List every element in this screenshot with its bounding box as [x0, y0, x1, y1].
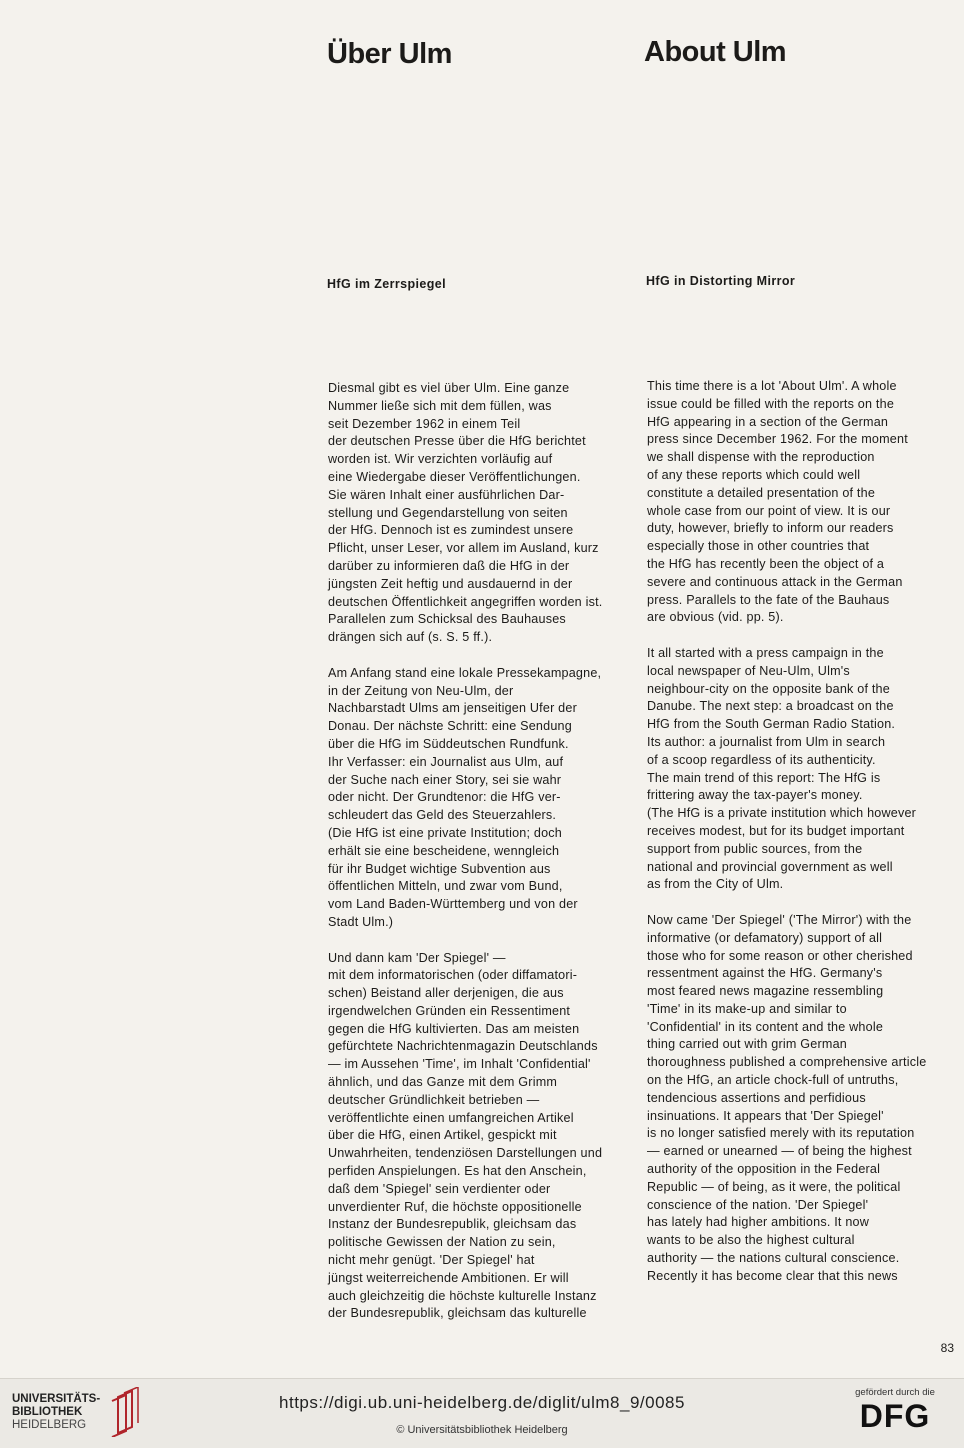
text-line: Nummer ließe sich mit dem füllen, was [328, 398, 552, 413]
text-line: Ihr Verfasser: ein Journalist aus Ulm, auf [328, 754, 564, 769]
text-line: as from the City of Ulm. [647, 877, 784, 892]
text-line: unverdienter Ruf, die höchste oppositionelle [328, 1199, 582, 1214]
text-line: jüngst weiterreichende Ambitionen. Er will [328, 1270, 569, 1285]
text-line: press since December 1962. For the moment [647, 432, 908, 447]
text-line: we shall dispense with the reproduction [647, 450, 875, 465]
text-line: Its author: a journalist from Ulm in search [647, 734, 886, 749]
text-line: Parallelen zum Schicksal des Bauhauses [328, 612, 566, 627]
page-number: 83 [940, 1341, 954, 1355]
text-line: vom Land Baden-Württemberg und von der [328, 897, 578, 912]
paragraph [328, 950, 633, 1324]
text-line: Und dann kam 'Der Spiegel' — [328, 950, 506, 965]
ub-line1: UNIVERSITÄTS- [12, 1393, 101, 1405]
text-line: insinuations. It appears that 'Der Spiegel' [647, 1108, 884, 1123]
text-line: constitute a detailed presentation of the [647, 485, 876, 500]
text-line: Recently it has become clear that this news [647, 1268, 898, 1283]
text-line: über die HfG im Süddeutschen Rundfunk. [328, 736, 569, 751]
text-line: daß dem 'Spiegel' sein verdienter oder [328, 1181, 551, 1196]
text-line: gefürchtete Nachrichtenmagazin Deutschlands [328, 1039, 598, 1054]
text-line: support from public sources, from the [647, 841, 863, 856]
dfg-logo: DFG [859, 1398, 931, 1434]
copyright-notice: © Universitätsbibliothek Heidelberg [396, 1424, 568, 1436]
paragraph [647, 912, 952, 1286]
text-line: nicht mehr genügt. 'Der Spiegel' hat [328, 1253, 535, 1268]
text-line: Republic — of being, as it were, the political [647, 1179, 901, 1194]
text-line: most feared news magazine ressembling [647, 984, 884, 999]
text-line: severe and continuous attack in the German [647, 574, 903, 589]
text-line: — earned or unearned — of being the highest [647, 1144, 912, 1159]
text-line: seit Dezember 1962 in einem Teil [328, 416, 521, 431]
text-line: the HfG has recently been the object of a [647, 556, 885, 571]
ub-line3: HEIDELBERG [12, 1419, 87, 1431]
text-line: mit dem informatorischen (oder diffamatori- [328, 968, 578, 983]
text-line: informative (or defamatory) support of all [647, 930, 883, 945]
text-line: worden ist. Wir verzichten vorläufig auf [328, 452, 553, 467]
text-line: thing carried out with grim German [647, 1037, 847, 1052]
text-line: in der Zeitung von Neu-Ulm, der [328, 683, 514, 698]
text-line: especially those in other countries that [647, 539, 870, 554]
footer-bar [0, 1378, 964, 1448]
text-line: deutscher Gründlichkeit betrieben — [328, 1092, 540, 1107]
text-line: der Suche nach einer Story, sei sie wahr [328, 772, 562, 787]
text-line: erhält sie eine bescheidene, wenngleich [328, 843, 560, 858]
ub-line2: BIBLIOTHEK [12, 1406, 83, 1418]
text-line: gegen die HfG kultivierten. Das am meisten [328, 1021, 580, 1036]
permalink-url[interactable]: https://digi.ub.uni-heidelberg.de/diglit/ulm8_9/0085 [279, 1393, 685, 1412]
text-line: of any these reports which could well [647, 467, 861, 482]
text-line: (Die HfG ist eine private Institution; doch [328, 825, 562, 840]
paragraph [647, 378, 952, 627]
title-english: About Ulm [644, 36, 787, 68]
text-line: — im Aussehen 'Time', im Inhalt 'Confidential' [328, 1057, 591, 1072]
paragraph [647, 645, 952, 894]
text-line: darüber zu informieren daß die HfG in der [328, 558, 570, 573]
text-line: eine Wiedergabe dieser Veröffentlichungen. [328, 469, 581, 484]
text-line: Danube. The next step: a broadcast on the [647, 699, 894, 714]
text-line: der Bundesrepublik, gleichsam das kulturelle [328, 1306, 587, 1321]
text-line: of a scoop regardless of its authenticity. [647, 752, 876, 767]
text-line: receives modest, but for its budget important [647, 823, 905, 838]
text-line: drängen sich auf (s. S. 5 ff.). [328, 630, 493, 645]
text-line: tendencious assertions and perfidious [647, 1090, 866, 1105]
text-line: stellung und Gegendarstellung von seiten [328, 505, 568, 520]
text-line: irgendwelchen Gründen ein Ressentiment [328, 1003, 571, 1018]
title-german: Über Ulm [327, 38, 452, 70]
text-line: über die HfG, einen Artikel, gespickt mit [328, 1128, 557, 1143]
text-line: press. Parallels to the fate of the Bauhaus [647, 592, 890, 607]
text-line: schen) Beistand aller derjenigen, die aus [328, 986, 564, 1001]
text-line: Pflicht, unser Leser, vor allem im Ausland, kurz [328, 541, 599, 556]
text-line: schleudert das Geld des Steuerzahlers. [328, 808, 557, 823]
text-line: 'Confidential' in its content and the whole [647, 1019, 884, 1034]
text-line: those who for some reason or other cherished [647, 948, 913, 963]
text-line: This time there is a lot 'About Ulm'. A whole [647, 379, 897, 393]
text-line: perfiden Anspielungen. Es hat den Anschein, [328, 1164, 587, 1179]
text-line: Unwahrheiten, tendenziösen Darstellungen und [328, 1146, 603, 1161]
text-line: für ihr Budget wichtige Subvention aus [328, 861, 551, 876]
text-line: The main trend of this report: The HfG is [647, 770, 881, 785]
text-line: has lately had higher ambitions. It now [647, 1215, 870, 1230]
text-line: authority — the nations cultural conscience. [647, 1251, 900, 1266]
text-line: thoroughness published a comprehensive article [647, 1055, 927, 1070]
text-line: oder nicht. Der Grundtenor: die HfG ver- [328, 790, 561, 805]
text-line: der HfG. Dennoch ist es zumindest unsere [328, 523, 574, 538]
text-line: Donau. Der nächste Schritt: eine Sendung [328, 719, 572, 734]
text-line: neighbour-city on the opposite bank of the [647, 681, 890, 696]
text-line: Stadt Ulm.) [328, 914, 394, 929]
text-line: veröffentlichte einen umfangreichen Artikel [328, 1110, 574, 1125]
text-line: Now came 'Der Spiegel' ('The Mirror') with the [647, 912, 912, 927]
text-line: Am Anfang stand eine lokale Pressekampagne, [328, 665, 602, 680]
text-line: 'Time' in its make-up and similar to [647, 1001, 847, 1016]
text-line: ressentment against the HfG. Germany's [647, 966, 883, 981]
text-line: authority of the opposition in the Federal [647, 1162, 881, 1177]
text-line: politische Gewissen der Nation zu sein, [328, 1235, 556, 1250]
text-line: Sie wären Inhalt einer ausführlichen Dar- [328, 487, 565, 502]
english-text-column [647, 378, 952, 1303]
text-line: der deutschen Presse über die HfG berichtet [328, 434, 586, 449]
text-line: It all started with a press campaign in the [647, 645, 884, 660]
text-line: wants to be also the highest cultural [647, 1233, 855, 1248]
subtitle-german: HfG im Zerrspiegel [327, 277, 447, 291]
text-line: Instanz der Bundesrepublik, gleichsam das [328, 1217, 577, 1232]
dfg-badge[interactable] [840, 1387, 950, 1434]
paragraph [328, 665, 633, 932]
text-line: ähnlich, und das Ganze mit dem Grimm [328, 1075, 558, 1090]
text-line: auch gleichzeitig die höchste kulturelle Instanz [328, 1288, 597, 1303]
german-text-column [328, 380, 633, 1341]
text-line: duty, however, briefly to inform our readers [647, 521, 894, 536]
text-line: national and provincial government as well [647, 859, 893, 874]
text-line: jüngsten Zeit heftig und ausdauernd in der [328, 576, 573, 591]
text-line: local newspaper of Neu-Ulm, Ulm's [647, 663, 850, 678]
text-line: issue could be filled with the reports on the [647, 396, 895, 411]
paragraph [328, 380, 633, 647]
text-line: Nachbarstadt Ulms am jenseitigen Ufer der [328, 701, 577, 716]
subtitle-english: HfG in Distorting Mirror [646, 274, 796, 288]
text-line: öffentlichen Mitteln, und zwar vom Bund, [328, 879, 563, 894]
text-line: whole case from our point of view. It is our [647, 503, 891, 518]
text-line: HfG from the South German Radio Station. [647, 717, 896, 732]
text-line: are obvious (vid. pp. 5). [647, 610, 784, 625]
text-line: deutschen Öffentlichkeit angegriffen worden ist. [328, 594, 603, 609]
text-line: Diesmal gibt es viel über Ulm. Eine ganze [328, 381, 570, 395]
text-line: HfG appearing in a section of the German [647, 414, 889, 429]
text-line: conscience of the nation. 'Der Spiegel' [647, 1197, 869, 1212]
text-line: is no longer satisfied merely with its reputation [647, 1126, 915, 1141]
text-line: frittering away the tax-payer's money. [647, 788, 863, 803]
dfg-note: gefördert durch die [855, 1387, 935, 1398]
text-line: on the HfG, an article chock-full of untruths, [647, 1073, 899, 1088]
text-line: (The HfG is a private institution which however [647, 806, 917, 821]
